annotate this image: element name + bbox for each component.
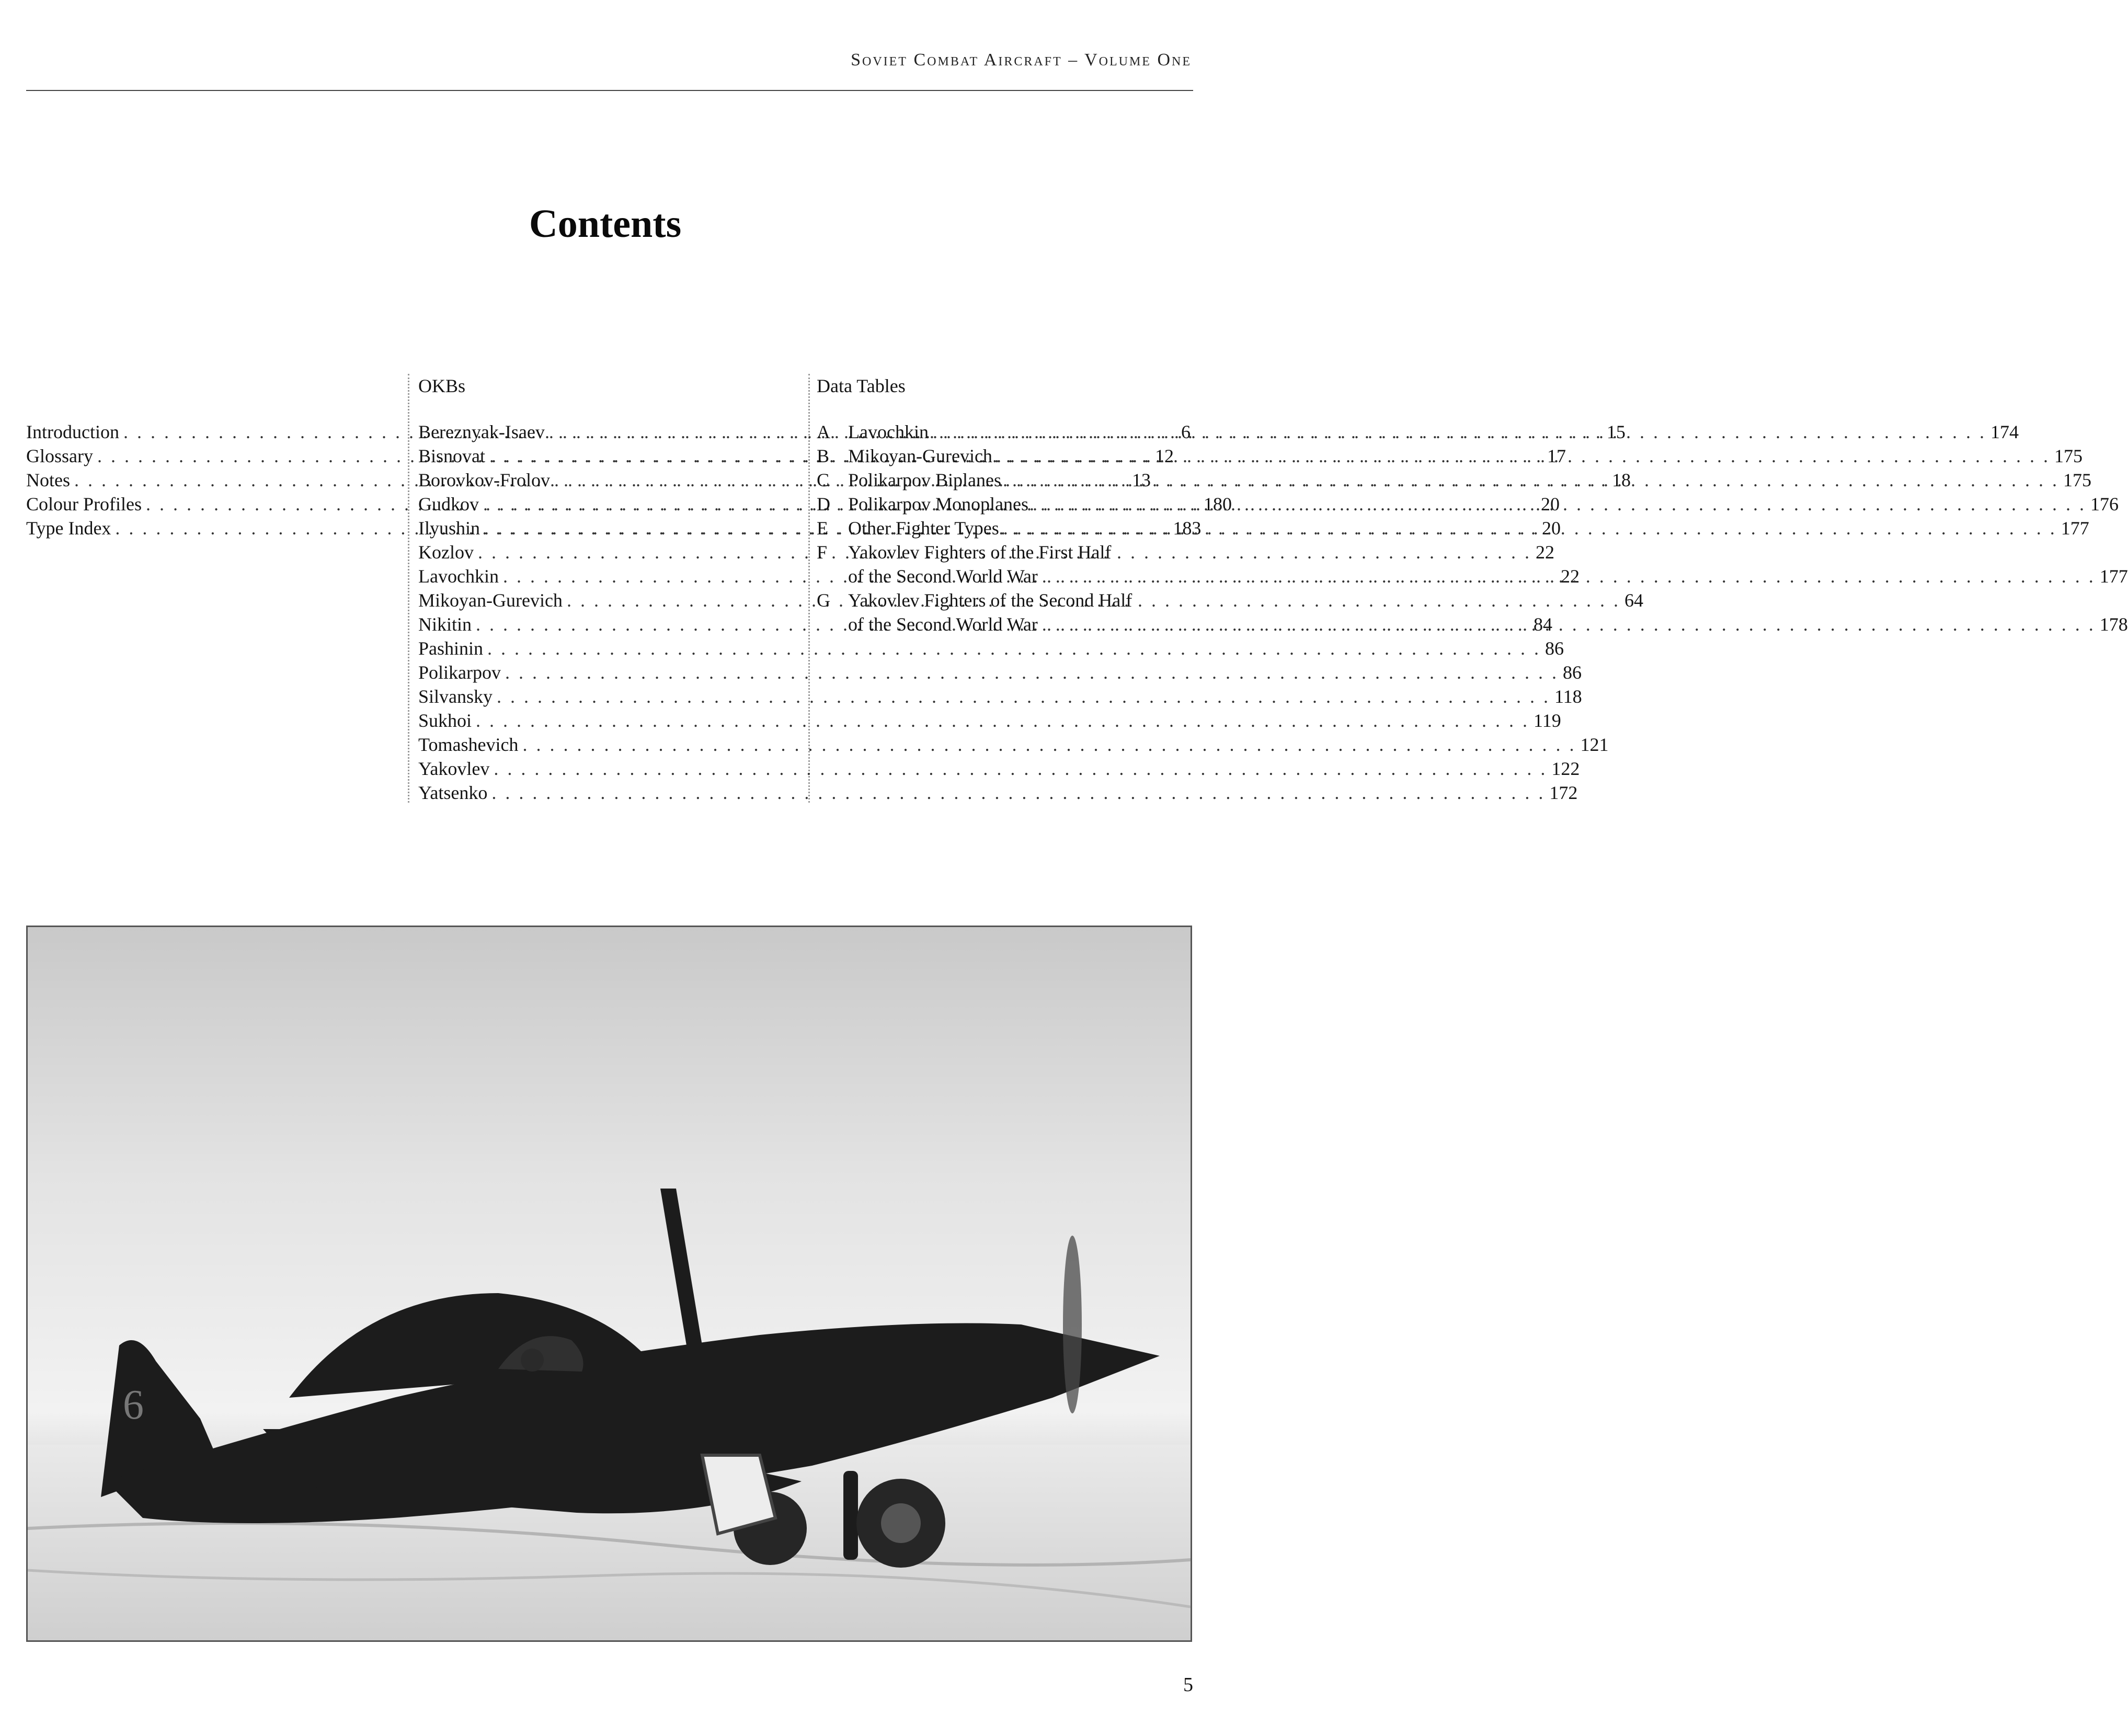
toc-label: Yatsenko — [418, 782, 488, 803]
toc-label: Ilyushin — [418, 518, 480, 539]
toc-page-number: 13 — [1132, 470, 1151, 490]
dot-leader — [522, 733, 1576, 757]
toc-label: Yakovlev — [418, 758, 490, 779]
page-title: Contents — [529, 202, 682, 246]
table-letter: G — [817, 590, 830, 611]
toc-label: Polikarpov — [418, 662, 501, 683]
dot-leader — [491, 781, 1545, 805]
toc-page-number: 172 — [1549, 782, 1578, 803]
dot-leader — [497, 684, 1550, 709]
toc-label: Polikarpov Monoplanes — [848, 494, 1028, 515]
toc-label: Nikitin — [418, 614, 472, 635]
dot-leader — [1042, 612, 2096, 636]
book-title-header: Soviet Combat Aircraft – Volume One — [851, 50, 1192, 70]
toc-entry-okb[interactable] — [418, 660, 1582, 684]
toc-label: of the Second World War — [848, 566, 1038, 587]
toc-page-number: 22 — [1535, 542, 1554, 563]
dot-leader — [1003, 516, 2057, 540]
toc-label: Polikarpov Biplanes — [848, 470, 1001, 490]
toc-page-number: 122 — [1551, 758, 1580, 779]
toc-label: Type Index — [26, 518, 111, 539]
toc-entry-okb[interactable] — [418, 709, 1561, 733]
toc-page-number: 119 — [1534, 710, 1561, 731]
page-number: 5 — [1183, 1674, 1193, 1696]
toc-label-line1: Yakovlev Fighters of the First Half — [848, 542, 1112, 563]
toc-entry-okb[interactable] — [418, 636, 1564, 660]
toc-page-number: 175 — [2063, 470, 2091, 490]
dot-leader — [487, 636, 1541, 660]
toc-label: Lavochkin — [848, 421, 929, 442]
dot-leader — [1033, 492, 2086, 516]
toc-page-number: 64 — [1624, 590, 1643, 611]
toc-label: Glossary — [26, 446, 93, 466]
toc-entry-okb[interactable] — [418, 781, 1578, 805]
header-rule — [26, 90, 1193, 91]
toc-label: Other Fighter Types — [848, 518, 999, 539]
aircraft-photograph — [26, 926, 1192, 1642]
toc-label: Lavochkin — [418, 566, 499, 587]
toc-page-number: 6 — [1181, 421, 1191, 442]
toc-label: Introduction — [26, 421, 119, 442]
toc-label: Bisnovat — [418, 446, 486, 466]
tail-number: 6 — [123, 1382, 144, 1428]
aircraft-illustration — [28, 927, 1191, 1640]
toc-label: Pashinin — [418, 638, 484, 659]
toc-page-number: 15 — [1606, 421, 1626, 442]
dot-leader — [505, 660, 1559, 684]
toc-label: Silvansky — [418, 686, 493, 707]
toc-label: Mikoyan-Gurevich — [848, 446, 992, 466]
toc-page-number: 177 — [2061, 518, 2089, 539]
toc-label: Kozlov — [418, 542, 474, 563]
toc-label: Bereznyak-Isaev — [418, 421, 545, 442]
dot-leader — [1005, 468, 2059, 492]
toc-page-number: 17 — [1547, 446, 1566, 466]
toc-label: Gudkov — [418, 494, 479, 515]
toc-page-number: 20 — [1541, 494, 1560, 515]
data-tables-heading: Data Tables — [817, 375, 906, 396]
okbs-heading: OKBs — [418, 375, 466, 396]
dot-leader — [933, 420, 1986, 444]
toc-entry-okb[interactable] — [418, 733, 1609, 757]
toc-page-number: 20 — [1542, 518, 1561, 539]
toc-page-number: 86 — [1563, 662, 1582, 683]
toc-label: Tomashevich — [418, 734, 519, 755]
toc-page-number: 86 — [1545, 638, 1564, 659]
toc-page-number: 174 — [1990, 421, 2019, 442]
toc-label: Mikoyan-Gurevich — [418, 590, 563, 611]
table-letter: D — [817, 494, 830, 515]
toc-page-number: 118 — [1554, 686, 1582, 707]
toc-label: of the Second World War — [848, 614, 1038, 635]
toc-page-number: 18 — [1612, 470, 1631, 490]
toc-label: Colour Profiles — [26, 494, 142, 515]
toc-page-number: 12 — [1155, 446, 1174, 466]
toc-label-line1: Yakovlev Fighters of the Second Half — [848, 590, 1132, 611]
table-letter: E — [817, 518, 828, 539]
dot-leader — [494, 757, 1547, 781]
toc-page-number: 183 — [1173, 518, 1202, 539]
toc-page-number: 177 — [2099, 566, 2128, 587]
toc-page-number: 22 — [1560, 566, 1580, 587]
table-letter: B — [817, 446, 830, 466]
dot-leader — [476, 709, 1529, 733]
toc-page-number: 176 — [2090, 494, 2119, 515]
table-letter: C — [817, 470, 830, 490]
table-letter: F — [817, 542, 828, 563]
dot-leader — [997, 444, 2050, 468]
toc-page-number: 178 — [2099, 614, 2128, 635]
toc-page-number: 84 — [1534, 614, 1553, 635]
toc-label: Sukhoi — [418, 710, 472, 731]
toc-label: Borovkov-Frolov — [418, 470, 550, 490]
table-letter: A — [817, 421, 830, 442]
data-table-entry[interactable] — [817, 444, 2083, 468]
toc-page-number: 180 — [1204, 494, 1232, 515]
dot-leader — [1042, 564, 2096, 588]
toc-page-number: 175 — [2054, 446, 2083, 466]
toc-label: Notes — [26, 470, 70, 490]
toc-entry-okb[interactable] — [418, 684, 1582, 709]
toc-page-number: 121 — [1580, 734, 1609, 755]
toc-entry-okb[interactable] — [418, 757, 1580, 781]
